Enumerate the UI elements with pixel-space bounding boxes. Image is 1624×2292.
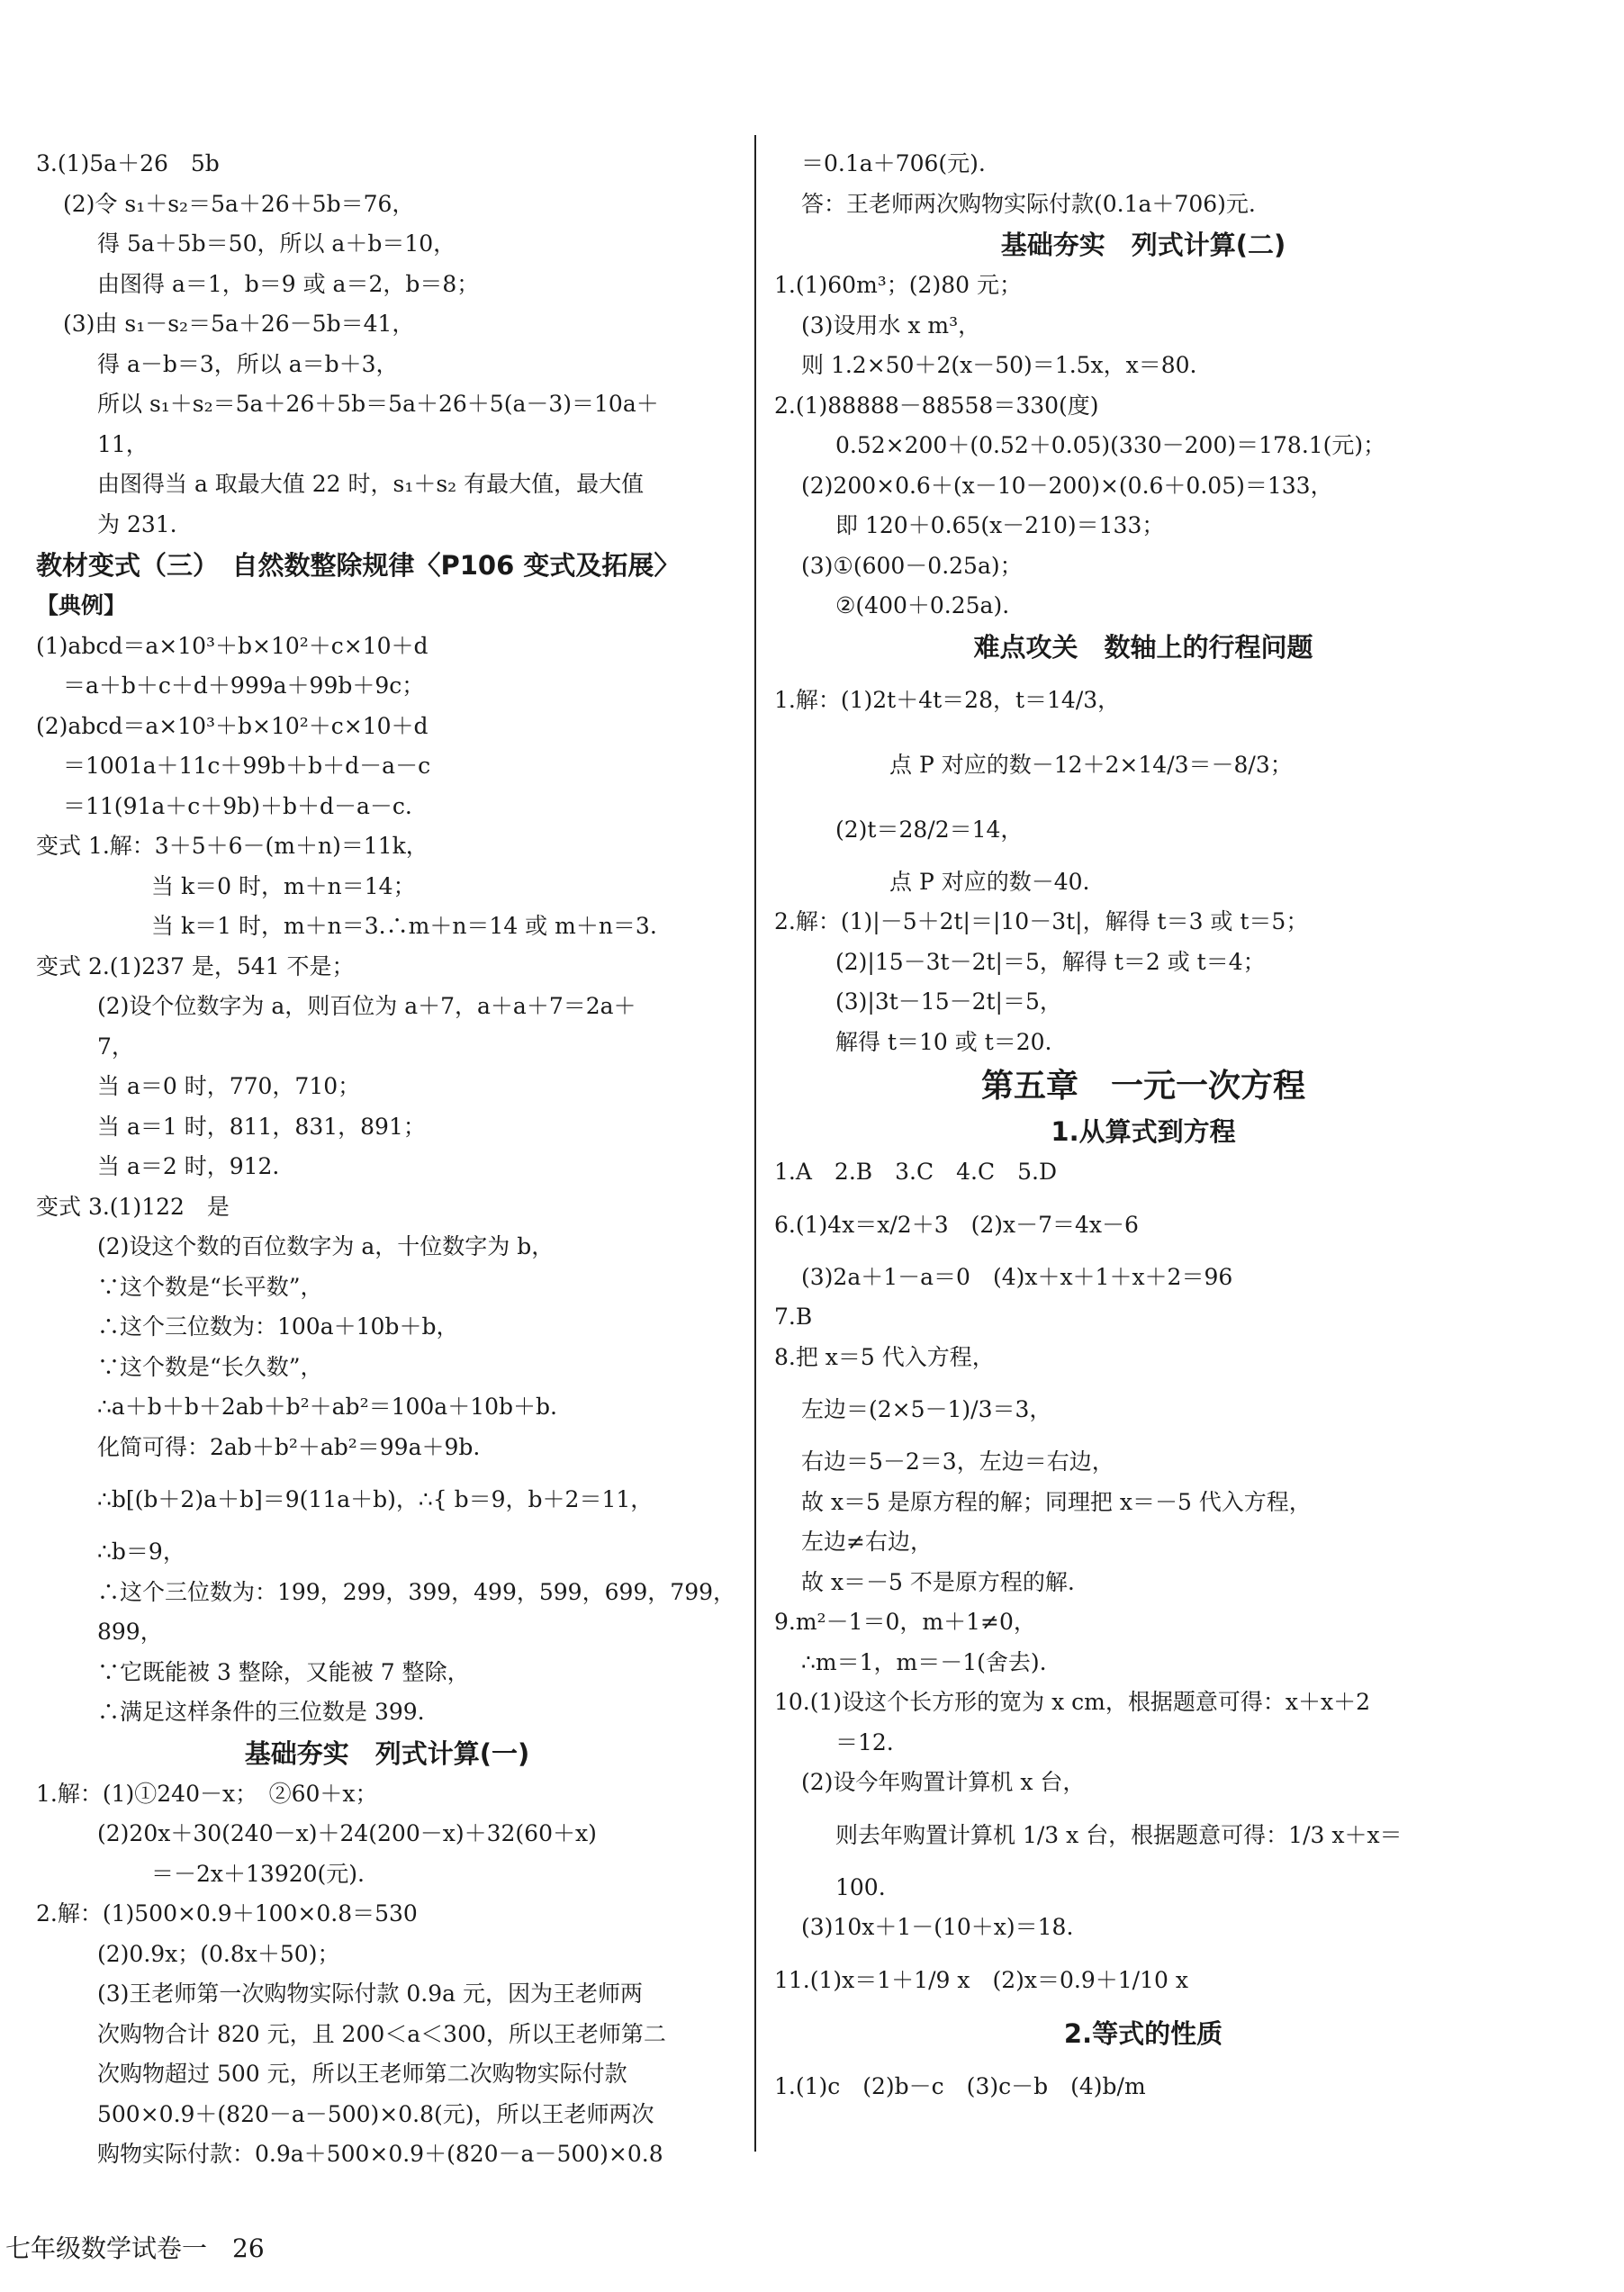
left-line: 得 a－b＝3，所以 a＝b＋3， — [97, 350, 399, 377]
left-line: ＝1001a＋11c＋99b＋b＋d－a－c — [63, 753, 431, 779]
left-line: 变式 1.解：3＋5＋6－(m＋n)＝11k， — [36, 833, 429, 859]
left-line: 得 5a＋5b＝50，所以 a＋b＝10， — [97, 230, 456, 257]
right-line: (3)2a＋1－a＝0 (4)x＋x＋1＋x＋2＝96 — [801, 1263, 1233, 1290]
right-line: 答：王老师两次购物实际付款(0.1a＋706)元. — [801, 190, 1256, 217]
left-line: (2)令 s₁＋s₂＝5a＋26＋5b＝76， — [63, 190, 415, 217]
right-line: 解得 t＝10 或 t＝20. — [835, 1028, 1052, 1055]
right-line: 第五章 一元一次方程 — [980, 1068, 1305, 1105]
page-footer: 七年级数学试卷一 26 — [5, 2233, 265, 2263]
left-line: 当 k＝0 时，m＋n＝14； — [151, 872, 416, 899]
right-column — [774, 144, 1512, 2119]
right-line: (3)|3t－15－2t|＝5， — [835, 988, 1062, 1015]
right-line: (2)t＝28/2＝14， — [835, 816, 1024, 843]
right-line: 0.52×200＋(0.52＋0.05)(330－200)＝178.1(元)； — [835, 432, 1386, 458]
left-line: (1)abcd＝a×10³＋b×10²＋c×10＋d — [36, 632, 429, 659]
right-line: 1.从算式到方程 — [1051, 1116, 1236, 1147]
right-line: 左边＝(2×5－1)/3＝3， — [801, 1396, 1052, 1422]
right-line: (2)200×0.6＋(x－10－200)×(0.6＋0.05)＝133， — [801, 472, 1333, 499]
right-line: 1.解：(1)2t＋4t＝28，t＝14/3， — [774, 686, 1121, 713]
left-line: 当 a＝0 时，770，710； — [97, 1073, 361, 1099]
left-line: (2)设这个数的百位数字为 a，十位数字为 b， — [97, 1233, 555, 1259]
left-line: ＝－2x＋13920(元). — [151, 1860, 365, 1887]
left-line: ∴a＋b＋b＋2ab＋b²＋ab²＝100a＋10b＋b. — [97, 1394, 557, 1420]
left-line: 为 231. — [97, 510, 177, 537]
left-line: (3)由 s₁－s₂＝5a＋26－5b＝41， — [63, 311, 415, 337]
left-line: 2.解：(1)500×0.9＋100×0.8＝530 — [36, 1900, 418, 1927]
right-line: ＝0.1a＋706(元). — [801, 150, 986, 176]
right-line: 左边≠右边， — [801, 1529, 933, 1555]
right-line: 100. — [835, 1873, 886, 1900]
right-line: (3)10x＋1－(10＋x)＝18. — [801, 1914, 1074, 1940]
right-line: (2)设今年购置计算机 x 台， — [801, 1769, 1086, 1795]
left-line: 次购物合计 820 元，且 200＜a＜300，所以王老师第二 — [97, 2020, 666, 2047]
left-line: (3)王老师第一次购物实际付款 0.9a 元，因为王老师两 — [97, 1981, 643, 2007]
left-line: 1.解：(1)①240－x； ②60＋x； — [36, 1780, 378, 1807]
right-line: (2)|15－3t－2t|＝5，解得 t＝2 或 t＝4； — [835, 948, 1266, 975]
right-line: 10.(1)设这个长方形的宽为 x cm，根据题意可得：x＋x＋2 — [774, 1689, 1370, 1715]
right-line: 9.m²－1＝0，m＋1≠0， — [774, 1609, 1036, 1635]
right-line: 故 x＝－5 不是原方程的解. — [801, 1568, 1075, 1595]
left-line: ∵它既能被 3 整除，又能被 7 整除， — [97, 1658, 470, 1685]
right-line: 点 P 对应的数－40. — [889, 868, 1090, 895]
right-line: 基础夯实 列式计算(二) — [1000, 230, 1286, 260]
right-line: 即 120＋0.65(x－210)＝133； — [835, 512, 1165, 538]
right-line: ∴m＝1，m＝－1(舍去). — [801, 1648, 1047, 1675]
right-line: 2.解：(1)|－5＋2t|＝|10－3t|，解得 t＝3 或 t＝5； — [774, 908, 1309, 934]
right-line: 6.(1)4x＝x/2＋3 (2)x－7＝4x－6 — [774, 1211, 1139, 1238]
left-line: 当 a＝2 时，912. — [97, 1153, 280, 1179]
left-line: 7， — [97, 1033, 134, 1060]
right-line: 则 1.2×50＋2(x－50)＝1.5x，x＝80. — [801, 352, 1197, 378]
left-line: 当 a＝1 时，811，831，891； — [97, 1113, 426, 1140]
left-line: ∴这个三位数为：100a＋10b＋b， — [97, 1313, 459, 1340]
right-line: 1.(1)60m³；(2)80 元； — [774, 272, 1022, 298]
left-line: 【典例】 — [36, 592, 127, 618]
left-line: (2)abcd＝a×10³＋b×10²＋c×10＋d — [36, 712, 429, 739]
right-line: 右边＝5－2＝3，左边＝右边， — [801, 1448, 1114, 1475]
left-line: ∵这个数是“长平数”， — [97, 1273, 323, 1300]
left-line: 899， — [97, 1619, 163, 1645]
right-line: 则去年购置计算机 1/3 x 台，根据题意可得：1/3 x＋x＝ — [835, 1821, 1403, 1848]
left-line: 变式 3.(1)122 是 — [36, 1193, 230, 1220]
left-line: 化简可得：2ab＋b²＋ab²＝99a＋9b. — [97, 1433, 481, 1460]
left-line: 由图得当 a 取最大值 22 时，s₁＋s₂ 有最大值，最大值 — [97, 471, 645, 497]
right-line: (3)①(600－0.25a)； — [801, 552, 1023, 579]
left-line: ∴满足这样条件的三位数是 399. — [97, 1699, 425, 1725]
left-line: 基础夯实 列式计算(一) — [244, 1737, 530, 1769]
left-line: (2)设个位数字为 a，则百位为 a＋7，a＋a＋7＝2a＋ — [97, 993, 636, 1019]
right-line: 点 P 对应的数－12＋2×14/3＝－8/3； — [889, 751, 1293, 778]
right-line: 7.B — [774, 1304, 813, 1330]
left-line: 变式 2.(1)237 是，541 不是； — [36, 952, 355, 979]
left-line: ∴b[(b＋2)a＋b]＝9(11a＋b)，∴{ b＝9，b＋2＝11， — [97, 1486, 654, 1512]
left-line: 购物实际付款：0.9a＋500×0.9＋(820－a－500)×0.8 — [97, 2141, 663, 2167]
right-line: 1.(1)c (2)b－c (3)c－b (4)b/m — [774, 2072, 1146, 2099]
left-line: ∵这个数是“长久数”， — [97, 1353, 323, 1380]
left-line: 所以 s₁＋s₂＝5a＋26＋5b＝5a＋26＋5(a－3)＝10a＋ — [97, 391, 659, 417]
right-line: 1.A 2.B 3.C 4.C 5.D — [774, 1159, 1057, 1185]
left-line: (2)0.9x；(0.8x＋50)； — [97, 1940, 340, 1967]
left-column — [36, 144, 738, 2175]
left-line: ＝a＋b＋c＋d＋999a＋99b＋9c； — [63, 672, 425, 699]
left-line: 教材变式（三） 自然数整除规律〈P106 变式及拓展〉 — [36, 550, 681, 581]
right-line: 8.把 x＝5 代入方程， — [774, 1343, 995, 1370]
right-line: ＝12. — [835, 1728, 894, 1755]
right-line: 11.(1)x＝1＋1/9 x (2)x＝0.9＋1/10 x — [774, 1966, 1188, 1993]
left-line: 由图得 a＝1，b＝9 或 a＝2，b＝8； — [97, 270, 480, 297]
left-line: ＝11(91a＋c＋9b)＋b＋d－a－c. — [63, 792, 412, 819]
right-line: 故 x＝5 是原方程的解；同理把 x＝－5 代入方程， — [801, 1488, 1312, 1515]
left-line: 次购物超过 500 元，所以王老师第二次购物实际付款 — [97, 2061, 627, 2087]
left-line: 3.(1)5a＋26 5b — [36, 150, 220, 176]
right-line: (3)设用水 x m³， — [801, 311, 981, 338]
right-line: 2.(1)88888－88558＝330(度) — [774, 392, 1099, 419]
column-divider — [754, 135, 756, 2152]
left-line: 当 k＝1 时，m＋n＝3.∴m＋n＝14 或 m＋n＝3. — [151, 913, 657, 939]
right-line: 2.等式的性质 — [1063, 2017, 1223, 2049]
left-line: 11， — [97, 430, 149, 457]
left-line: ∴这个三位数为：199，299，399，499，599，699，799， — [97, 1578, 736, 1605]
left-line: (2)20x＋30(240－x)＋24(200－x)＋32(60＋x) — [97, 1820, 597, 1846]
right-line: 难点攻关 数轴上的行程问题 — [973, 631, 1313, 663]
left-line: ∴b＝9， — [97, 1539, 185, 1565]
right-line: ②(400＋0.25a). — [835, 592, 1010, 618]
left-line: 500×0.9＋(820－a－500)×0.8(元)，所以王老师两次 — [97, 2100, 654, 2127]
